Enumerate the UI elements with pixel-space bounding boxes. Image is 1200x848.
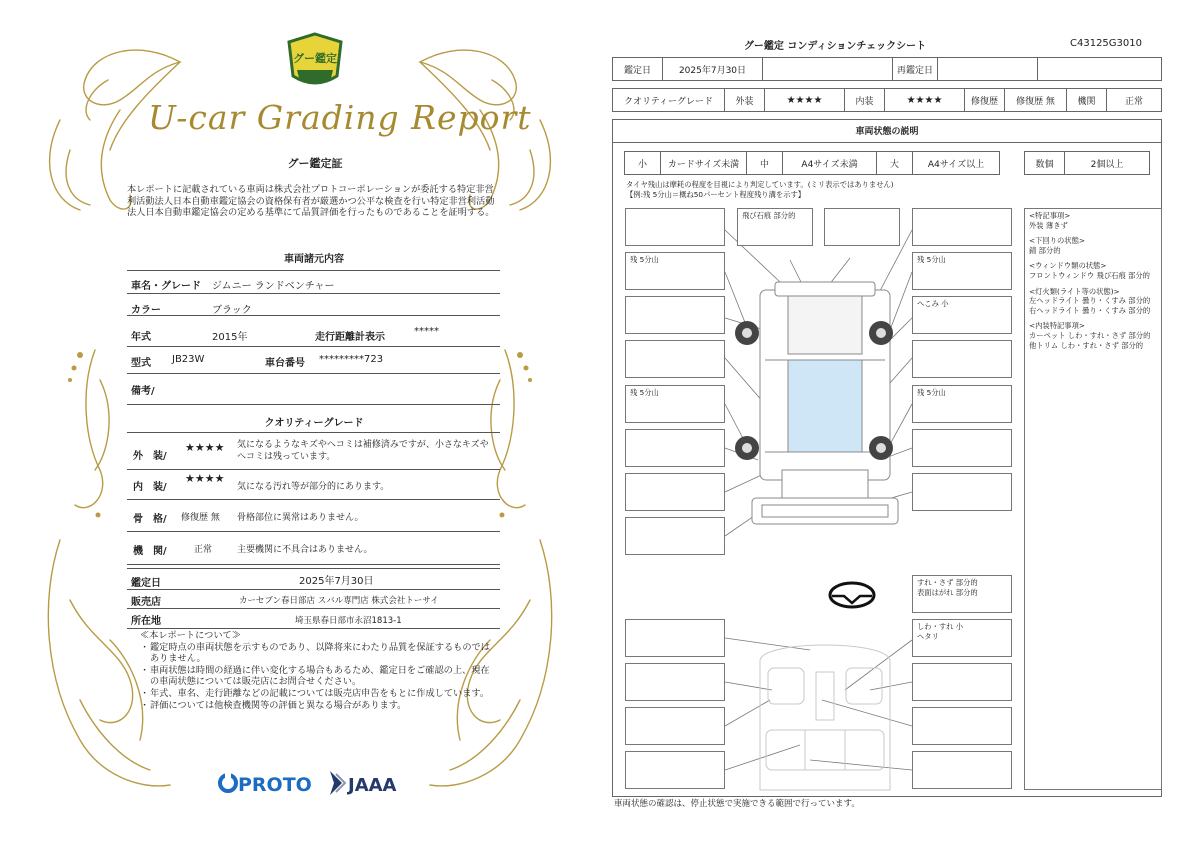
quality-rating: ★★★★ [185, 441, 225, 454]
spec-row-remarks [127, 374, 500, 405]
dealer-label: 販売店 [131, 597, 161, 608]
legend-count: 数個 [1025, 152, 1065, 174]
annotation-box [912, 707, 1012, 745]
annotation-box [625, 340, 725, 378]
note-item: ・ 評価については他検査機関等の評価と異なる場合があります。 [140, 699, 407, 711]
condition-check-sheet [600, 0, 1200, 848]
quality-label: 内 装/ [133, 482, 167, 493]
car-top-view-icon [752, 282, 898, 524]
quality-comment: 主要機関に不具合はありません。 [237, 545, 373, 555]
sheet-footer-note: 車両状態の確認は、停止状態で実施できる範囲で行っています。 [614, 799, 860, 809]
legend-count-desc: 2個以上 [1090, 159, 1124, 170]
legend-small: 小 [625, 152, 661, 174]
tyre-note-line-2: 【例:残 5分山＝概ね50パーセント程度残り溝を示す】 [626, 189, 806, 199]
annotation-box [912, 663, 1012, 701]
appraisal-date-label: 鑑定日 [131, 578, 161, 589]
condition-details-panel [1024, 208, 1162, 790]
quality-row-frame [127, 500, 500, 532]
spec-mileage-value: ***** [414, 326, 439, 337]
appraisal-date-row [127, 568, 500, 590]
annotation-box [912, 340, 1012, 378]
annotation-box [625, 619, 725, 657]
condition-heading: <下回りの状態> [1029, 236, 1086, 246]
exterior-label: 外装 [725, 89, 765, 111]
quality-comment: 気になる汚れ等が部分的にあります。 [237, 482, 390, 492]
quality-comment: 気になるようなキズやヘコミは補修済みですが、小さなキズやヘコミは残っています。 [237, 440, 489, 462]
dealer-row [127, 589, 500, 609]
annotation-box [912, 751, 1012, 789]
note-item: ・ 鑑定時点の車両状態を示すものであり、以降将来にわたり品質を保証するものではありません。 [140, 641, 490, 665]
annotation-box [625, 751, 725, 789]
dealer-value: カーセブン春日部店 スバル専門店 株式会社トーサイ [239, 596, 439, 606]
date-label: 鑑定日 [613, 58, 663, 80]
annotation-box-dent: へこみ 小 [912, 296, 1012, 334]
legend-medium-desc: A4サイズ未満 [783, 152, 877, 174]
spec-name-value: ジムニー ランドベンチャー [212, 281, 335, 292]
annotation-box-seat: しわ・すれ 小 ヘタリ [912, 619, 1012, 657]
legend-medium: 中 [747, 152, 783, 174]
spec-row-year [127, 316, 500, 347]
goo-appraisal-badge-icon [287, 32, 343, 92]
sheet-id: C43125G3010 [1070, 38, 1142, 49]
proto-logo-icon [220, 773, 312, 796]
note-item: ・ 年式、車名、走行距離などの記載については販売店申告をもとに作成しています。 [140, 687, 490, 699]
annotation-box [912, 208, 1012, 246]
spec-year-value: 2015年 [212, 332, 248, 343]
sheet-title: グー鑑定 コンディションチェックシート [743, 41, 927, 52]
annotation-box [824, 208, 900, 246]
condition-line: 錆 部分的 [1029, 245, 1061, 255]
condition-line: 他トリム しわ・すれ・さず 部分的 [1029, 340, 1144, 350]
repair-label: 修復歴 [965, 89, 1005, 111]
proto-logo-text: PROTO [238, 774, 312, 796]
condition-line: カーペット しわ・すれ・さず 部分的 [1029, 330, 1151, 340]
condition-heading: <ウィンドウ類の状態> [1029, 261, 1107, 271]
annotation-box [912, 429, 1012, 467]
spec-year-label: 年式 [131, 332, 151, 343]
address-row [127, 609, 500, 629]
spec-chassis-value: *********723 [319, 354, 384, 365]
condition-line: 右ヘッドライト 曇り・くすみ 部分的 [1029, 305, 1151, 315]
annotation-box [625, 663, 725, 701]
condition-heading: <特記事項> [1029, 211, 1071, 220]
condition-title: 車両状態の説明 [612, 119, 1162, 143]
quality-row-interior [127, 469, 500, 500]
annotation-box-steering: すれ・さず 部分的 表面はがれ 部分的 [912, 575, 1012, 613]
exterior-value: ★★★★ [765, 89, 845, 111]
annotation-box-fl-tyre: 残 5分山 [625, 252, 725, 290]
spec-section-title: 車両諸元内容 [284, 254, 344, 265]
annotation-box-rr-tyre: 残 5分山 [912, 385, 1012, 423]
spec-mileage-label: 走行距離計表示 [315, 332, 385, 343]
quality-rating: ★★★★ [185, 472, 225, 485]
condition-line: フロントウィンドウ 飛び石痕 部分的 [1029, 270, 1150, 280]
repair-value: 修復歴 無 [1005, 89, 1067, 111]
spec-row-name [127, 270, 500, 294]
quality-row-engine [127, 532, 500, 565]
legend-small-desc: カードサイズ未満 [661, 152, 747, 174]
annotation-box [625, 429, 725, 467]
quality-rating: 正常 [194, 545, 213, 555]
date-value: 2025年7月30日 [663, 58, 763, 80]
annotation-box [625, 517, 725, 555]
annotation-box [625, 296, 725, 334]
interior-value: ★★★★ [885, 89, 965, 111]
annotation-box-windshield: 飛び石痕 部分的 [737, 208, 813, 246]
certificate-title: グー鑑定証 [287, 157, 343, 170]
spec-name-label: 車名・グレード [131, 281, 201, 292]
grade-label: クオリティーグレード [613, 89, 725, 111]
address-value: 埼玉県春日部市永沼1813-1 [295, 616, 402, 626]
spec-row-color [127, 293, 500, 316]
car-interior-view-icon [760, 645, 890, 790]
annotation-box [625, 208, 725, 246]
quality-comment: 骨格部位に異常はありません。 [237, 513, 364, 523]
annotation-box [625, 707, 725, 745]
condition-line: 外装 薄きず [1029, 220, 1068, 230]
legend-large: 大 [877, 152, 913, 174]
spec-remarks-label: 備考/ [131, 386, 155, 397]
annotation-box [912, 473, 1012, 511]
quality-section-title: クオリティーグレード [264, 418, 364, 429]
spec-model-label: 型式 [131, 358, 151, 369]
footer-logos [218, 768, 408, 798]
condition-heading: <灯火類(ライト等の状態)> [1029, 286, 1120, 296]
quality-rating: 修復歴 無 [181, 513, 220, 523]
steering-wheel-icon [830, 583, 874, 607]
appraisal-date-value: 2025年7月30日 [299, 576, 374, 587]
tyre-note-line-1: タイヤ残山は摩耗の程度を目視により判定しています。(ミリ表示ではありません) [626, 180, 894, 189]
quality-label: 外 装/ [133, 451, 167, 462]
spec-color-value: ブラック [212, 305, 252, 316]
annotation-box [625, 473, 725, 511]
note-item: ・ 車両状態は時間の経過に伴い変化する場合もあるため、鑑定日をご確認の上、現在の車両状態については販売店にお問合せください。 [140, 664, 490, 688]
quality-row-exterior [127, 432, 500, 470]
annotation-box-rl-tyre: 残 5分山 [625, 385, 725, 423]
reappraisal-label: 再鑑定日 [893, 58, 938, 80]
spec-model-value: JB23W [172, 354, 205, 365]
annotation-box-fr-tyre: 残 5分山 [912, 252, 1012, 290]
interior-label: 内装 [845, 89, 885, 111]
certificate-intro: 本レポートに記載されている車両は株式会社プロトコーポレーションが委託する特定非営利活動法人日本自動車鑑定協会の資格保有者が厳選かつ公平な検査を行い特定非営利活動法人日本自動車鑑定協会の定める基準にて品質評価を行ったものであることを証明する。 [127, 184, 495, 218]
engine-label: 機関 [1067, 89, 1107, 111]
quality-label: 機 関/ [133, 546, 167, 557]
legend-large-desc: A4サイズ以上 [927, 159, 985, 170]
report-logo-title: U-car Grading Report [148, 98, 532, 137]
spec-row-model [127, 347, 500, 374]
quality-label: 骨 格/ [133, 514, 167, 525]
condition-line: 左ヘッドライト 曇り・くすみ 部分的 [1029, 296, 1151, 306]
notes-title: ≪本レポートについて≫ [140, 630, 241, 641]
spec-color-label: カラー [131, 305, 161, 316]
condition-heading: <内装特記事項> [1029, 321, 1086, 331]
jaaa-logo-icon [330, 771, 397, 796]
jaaa-logo-text: JAAA [348, 775, 397, 796]
report-notes [140, 630, 495, 711]
spec-chassis-label: 車台番号 [265, 358, 305, 369]
engine-value: 正常 [1124, 96, 1143, 107]
address-label: 所在地 [131, 616, 161, 627]
badge-text: グー鑑定 [293, 52, 337, 65]
